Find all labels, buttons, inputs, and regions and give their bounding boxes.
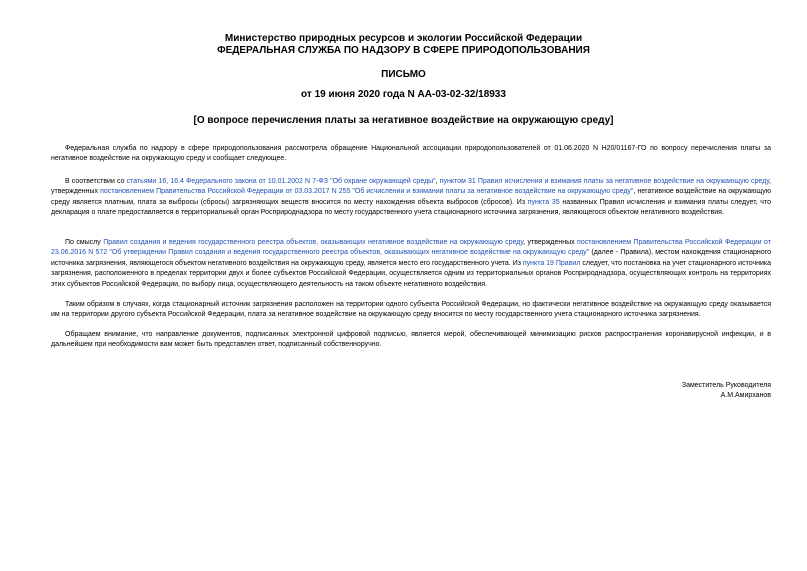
signatory-name: А.М.Амирханов [720, 392, 771, 399]
document-subject: [О вопросе перечисления платы за негативное воздействие на окружающую среду] [193, 115, 614, 126]
link-point-35[interactable]: пункта 35 [527, 198, 560, 206]
paragraph-text: Обращаем внимание, что направление документов, подписанных электронной цифровой подписью, является мерой, обеспечивающей минимизацию рисков распространения коронавирусной инфекции, и в дальнейшем при необходимости вам может быть представлен ответ, подписанный собственноручно. [51, 331, 771, 349]
paragraph-text: , утвержденных [523, 239, 578, 246]
link-government-decree-572[interactable]: постановлением Правительства Российской Федерации от 23.06.2016 N 572 "Об утверждении Правил создания и ведения государственного реестра объектов, оказывающих негативное воздействие на окружающую среду" [51, 239, 771, 257]
paragraph-text: следует, что постановка на учет стационарного источника загрязнения, расположенного в пределах территории двух и более субъектов Российской Федерации, осуществляется одним из территориальных органов Росприроднадзора, осуществляющих контроль на территориях этих субъектов Российской Федерации, по выбору лица, осуществляющего деятельность на таком объекте негативного воздействия. [51, 259, 771, 288]
paragraph-text: , утвержденных [51, 178, 771, 196]
link-government-decree-255[interactable]: постановлением Правительства Российской Федерации от 03.03.2017 N 255 "Об исчислении и взимании платы за негативное воздействие на окружающую среду" [100, 188, 634, 196]
document-date-number: от 19 июня 2020 года N АА-03-02-32/18933 [301, 89, 506, 100]
paragraph-text: , [435, 178, 440, 185]
paragraph-text: , негативное воздействие на окружающую среду является платным, плата за выбросы (сбросы) загрязняющих веществ вносится по месту нахождения объекта выбросов (сбросов). Из [51, 188, 771, 206]
paragraph-text: По смыслу [65, 239, 104, 246]
ministry-name: Министерство природных ресурсов и экологии Российской Федерации [224, 33, 583, 44]
paragraph-text: Федеральная служба по надзору в сфере природопользования рассмотрела обращение Национальной ассоциации природопользователей от 01.06.2020 N Н20/01167-ГО по вопросу перечисления платы за негативное воздействие на окружающую среду и сообщает следующее. [51, 145, 771, 163]
link-rules-point-31[interactable]: пунктом 31 Правил исчисления и взимания платы за негативное воздействие на окружающую среду [439, 178, 770, 185]
link-registry-rules[interactable]: Правил создания и ведения государственного реестра объектов, оказывающих негативное воздействие на окружающую среду [103, 239, 524, 246]
paragraph-5 [51, 330, 771, 351]
paragraph-2 [51, 177, 771, 219]
signatory-position: Заместитель Руководителя [681, 382, 771, 389]
paragraph-text: В соответствии со [65, 178, 127, 185]
link-law-articles[interactable]: статьями 16, 16.4 Федерального закона от 10.01.2002 N 7-ФЗ "Об охране окружающей среды" [126, 178, 436, 185]
paragraph-text: Таким образом в случаях, когда стационарный источник загрязнения расположен на территории одного субъекта Российской Федерации, но фактически негативное воздействие на окружающую среду оказывается им на территории другого субъекта Российской Федерации, плата за негативное воздействие на окружающую среду вносится по месту государственного учета стационарного источника загрязнения. [51, 301, 771, 319]
paragraph-4 [51, 300, 771, 321]
paragraph-1 [51, 144, 771, 165]
link-rules-point-19[interactable]: пункта 19 Правил [522, 259, 581, 267]
paragraph-3 [51, 238, 771, 290]
paragraph-text: названных Правил исчисления и взимания платы следует, что декларация о плате предоставляется в территориальный орган Росприроднадзора по месту государственного учета стационарного источника загрязнения, являющегося объектом негативного воздействия. [51, 198, 771, 217]
document-type: ПИСЬМО [381, 69, 426, 80]
service-name: ФЕДЕРАЛЬНАЯ СЛУЖБА ПО НАДЗОРУ В СФЕРЕ ПРИРОДОПОЛЬЗОВАНИЯ [217, 45, 590, 56]
paragraph-text: (далее - Правила), местом нахождения стационарного источника загрязнения, являющегося объектом негативного воздействия на окружающую среду, является место его государственного учета. Из [51, 249, 771, 267]
